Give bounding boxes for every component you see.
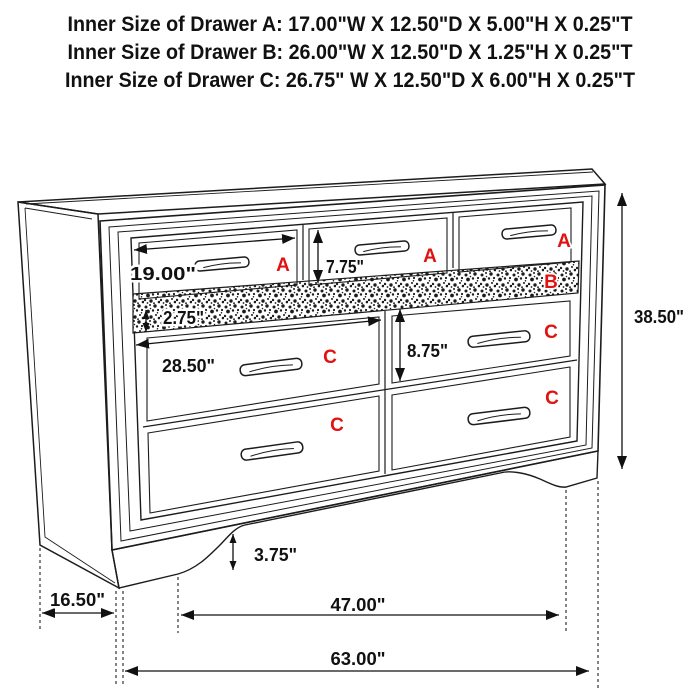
dim-drawer-a-width: 19.00" bbox=[130, 264, 196, 284]
drawer-handles bbox=[195, 225, 557, 461]
dim-overall-width: 63.00" bbox=[330, 649, 386, 669]
dim-base-height: 3.75" bbox=[254, 545, 297, 565]
dim-drawer-c-height: 8.75" bbox=[407, 341, 448, 361]
dim-drawer-a-height: 7.75" bbox=[326, 257, 364, 277]
dim-band-height: 2.75" bbox=[163, 308, 204, 328]
label-drawer-c-left-bottom: C bbox=[330, 415, 344, 436]
dim-feet-span: 47.00" bbox=[330, 595, 386, 615]
heading-line-drawer-b: Inner Size of Drawer B: 26.00"W X 12.50"D X 1.25"H X 0.25"T bbox=[67, 41, 633, 64]
dim-drawer-c-width: 28.50" bbox=[162, 356, 215, 376]
dim-overall-height: 38.50" bbox=[634, 307, 684, 327]
drawer-c-left-top-handle bbox=[240, 358, 303, 376]
heading-line-drawer-a: Inner Size of Drawer A: 17.00"W X 12.50"D X 5.00"H X 0.25"T bbox=[67, 13, 633, 36]
label-drawer-a1: A bbox=[276, 255, 290, 276]
label-drawer-a3: A bbox=[557, 231, 571, 252]
dim-depth: 16.50" bbox=[50, 590, 105, 610]
heading-line-drawer-c: Inner Size of Drawer C: 26.75" W X 12.50"D X 6.00"H X 0.25"T bbox=[65, 69, 636, 92]
label-drawer-a2: A bbox=[423, 246, 437, 267]
arrow-drawer-a-width bbox=[134, 238, 295, 250]
drawer-c-left-bottom-handle bbox=[241, 441, 304, 461]
inner-size-heading bbox=[65, 13, 635, 92]
label-drawer-c-right-top: C bbox=[544, 322, 558, 343]
drawer-a3-handle bbox=[502, 225, 557, 240]
label-drawer-b: B bbox=[544, 272, 558, 293]
label-drawer-c-right-bottom: C bbox=[545, 388, 559, 409]
dresser-base-feet bbox=[112, 451, 598, 588]
label-drawer-c-left-top: C bbox=[323, 347, 337, 368]
drawer-c-right-top-handle bbox=[468, 330, 531, 347]
drawer-c-right-bottom-handle bbox=[468, 407, 531, 425]
dresser-side-panel bbox=[18, 202, 119, 588]
drawer-a2-handle bbox=[355, 241, 410, 256]
drawer-a1-handle bbox=[195, 257, 250, 272]
